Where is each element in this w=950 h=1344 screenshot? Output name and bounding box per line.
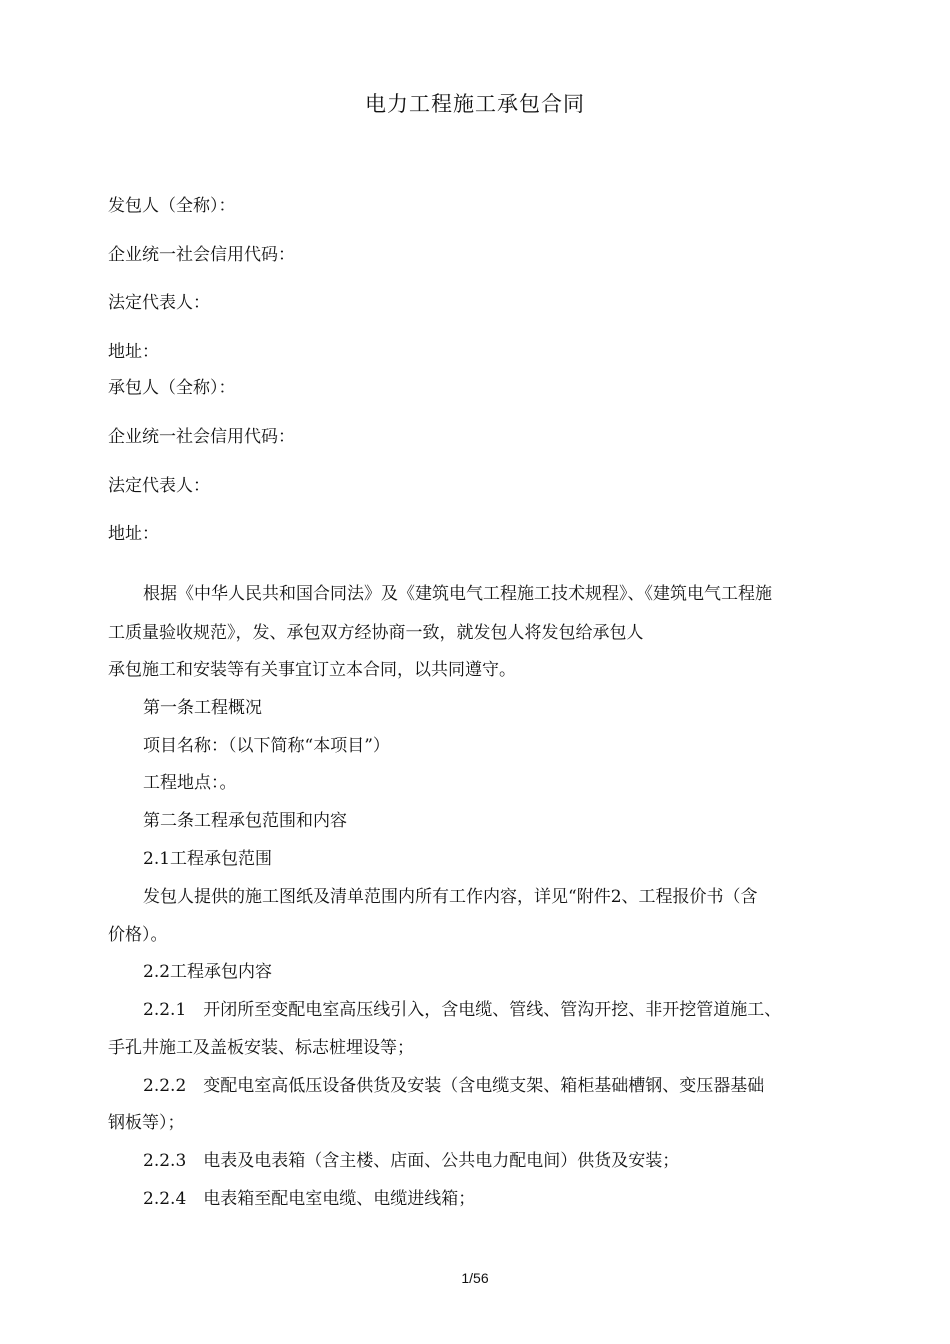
body-line: 2.2.4 电表箱至配电室电缆、电缆进线箱； bbox=[143, 1189, 476, 1209]
body-line: 手孔井施工及盖板安装、标志桩埋设等； bbox=[108, 1038, 414, 1058]
party-b-credit-code: 企业统一社会信用代码： bbox=[108, 427, 295, 447]
body-line: 根据《中华人民共和国合同法》及《建筑电气工程施工技术规程》、《建筑电气工程施 bbox=[143, 584, 772, 604]
body-line: 项目名称：（以下简称“本项目”） bbox=[143, 736, 390, 756]
section-heading: 第一条工程概况 bbox=[143, 698, 262, 718]
subsection-heading: 2.1工程承包范围 bbox=[143, 849, 273, 869]
body-line: 2.2.2 变配电室高低压设备供货及安装（含电缆支架、箱柜基础槽钢、变压器基础 bbox=[143, 1076, 765, 1096]
party-a-name: 发包人（全称）： bbox=[108, 196, 236, 216]
body-line: 发包人提供的施工图纸及清单范围内所有工作内容，详见“附件2、工程报价书（含 bbox=[143, 887, 758, 907]
party-a-legal-rep: 法定代表人： bbox=[108, 293, 210, 313]
body-line: 承包施工和安装等有关事宜订立本合同，以共同遵守。 bbox=[108, 660, 516, 680]
subsection-heading: 2.2工程承包内容 bbox=[143, 962, 273, 982]
body-line: 价格）。 bbox=[108, 925, 168, 945]
party-b-legal-rep: 法定代表人： bbox=[108, 476, 210, 496]
body-line: 工程地点：。 bbox=[143, 773, 237, 793]
body-line: 工质量验收规范》，发、承包双方经协商一致，就发包人将发包给承包人 bbox=[108, 623, 644, 643]
party-a-credit-code: 企业统一社会信用代码： bbox=[108, 245, 295, 265]
party-b-address: 地址： bbox=[108, 524, 159, 544]
party-b-name: 承包人（全称）： bbox=[108, 378, 236, 398]
section-heading: 第二条工程承包范围和内容 bbox=[143, 811, 347, 831]
document-title: 电力工程施工承包合同 bbox=[365, 92, 585, 116]
body-line: 2.2.1 开闭所至变配电室高压线引入，含电缆、管线、管沟开挖、非开挖管道施工、 bbox=[143, 1000, 782, 1020]
body-line: 钢板等）； bbox=[108, 1113, 185, 1133]
page-number: 1/56 bbox=[461, 1270, 489, 1286]
body-line: 2.2.3 电表及电表箱（含主楼、店面、公共电力配电间）供货及安装； bbox=[143, 1151, 680, 1171]
party-a-address: 地址： bbox=[108, 342, 159, 362]
